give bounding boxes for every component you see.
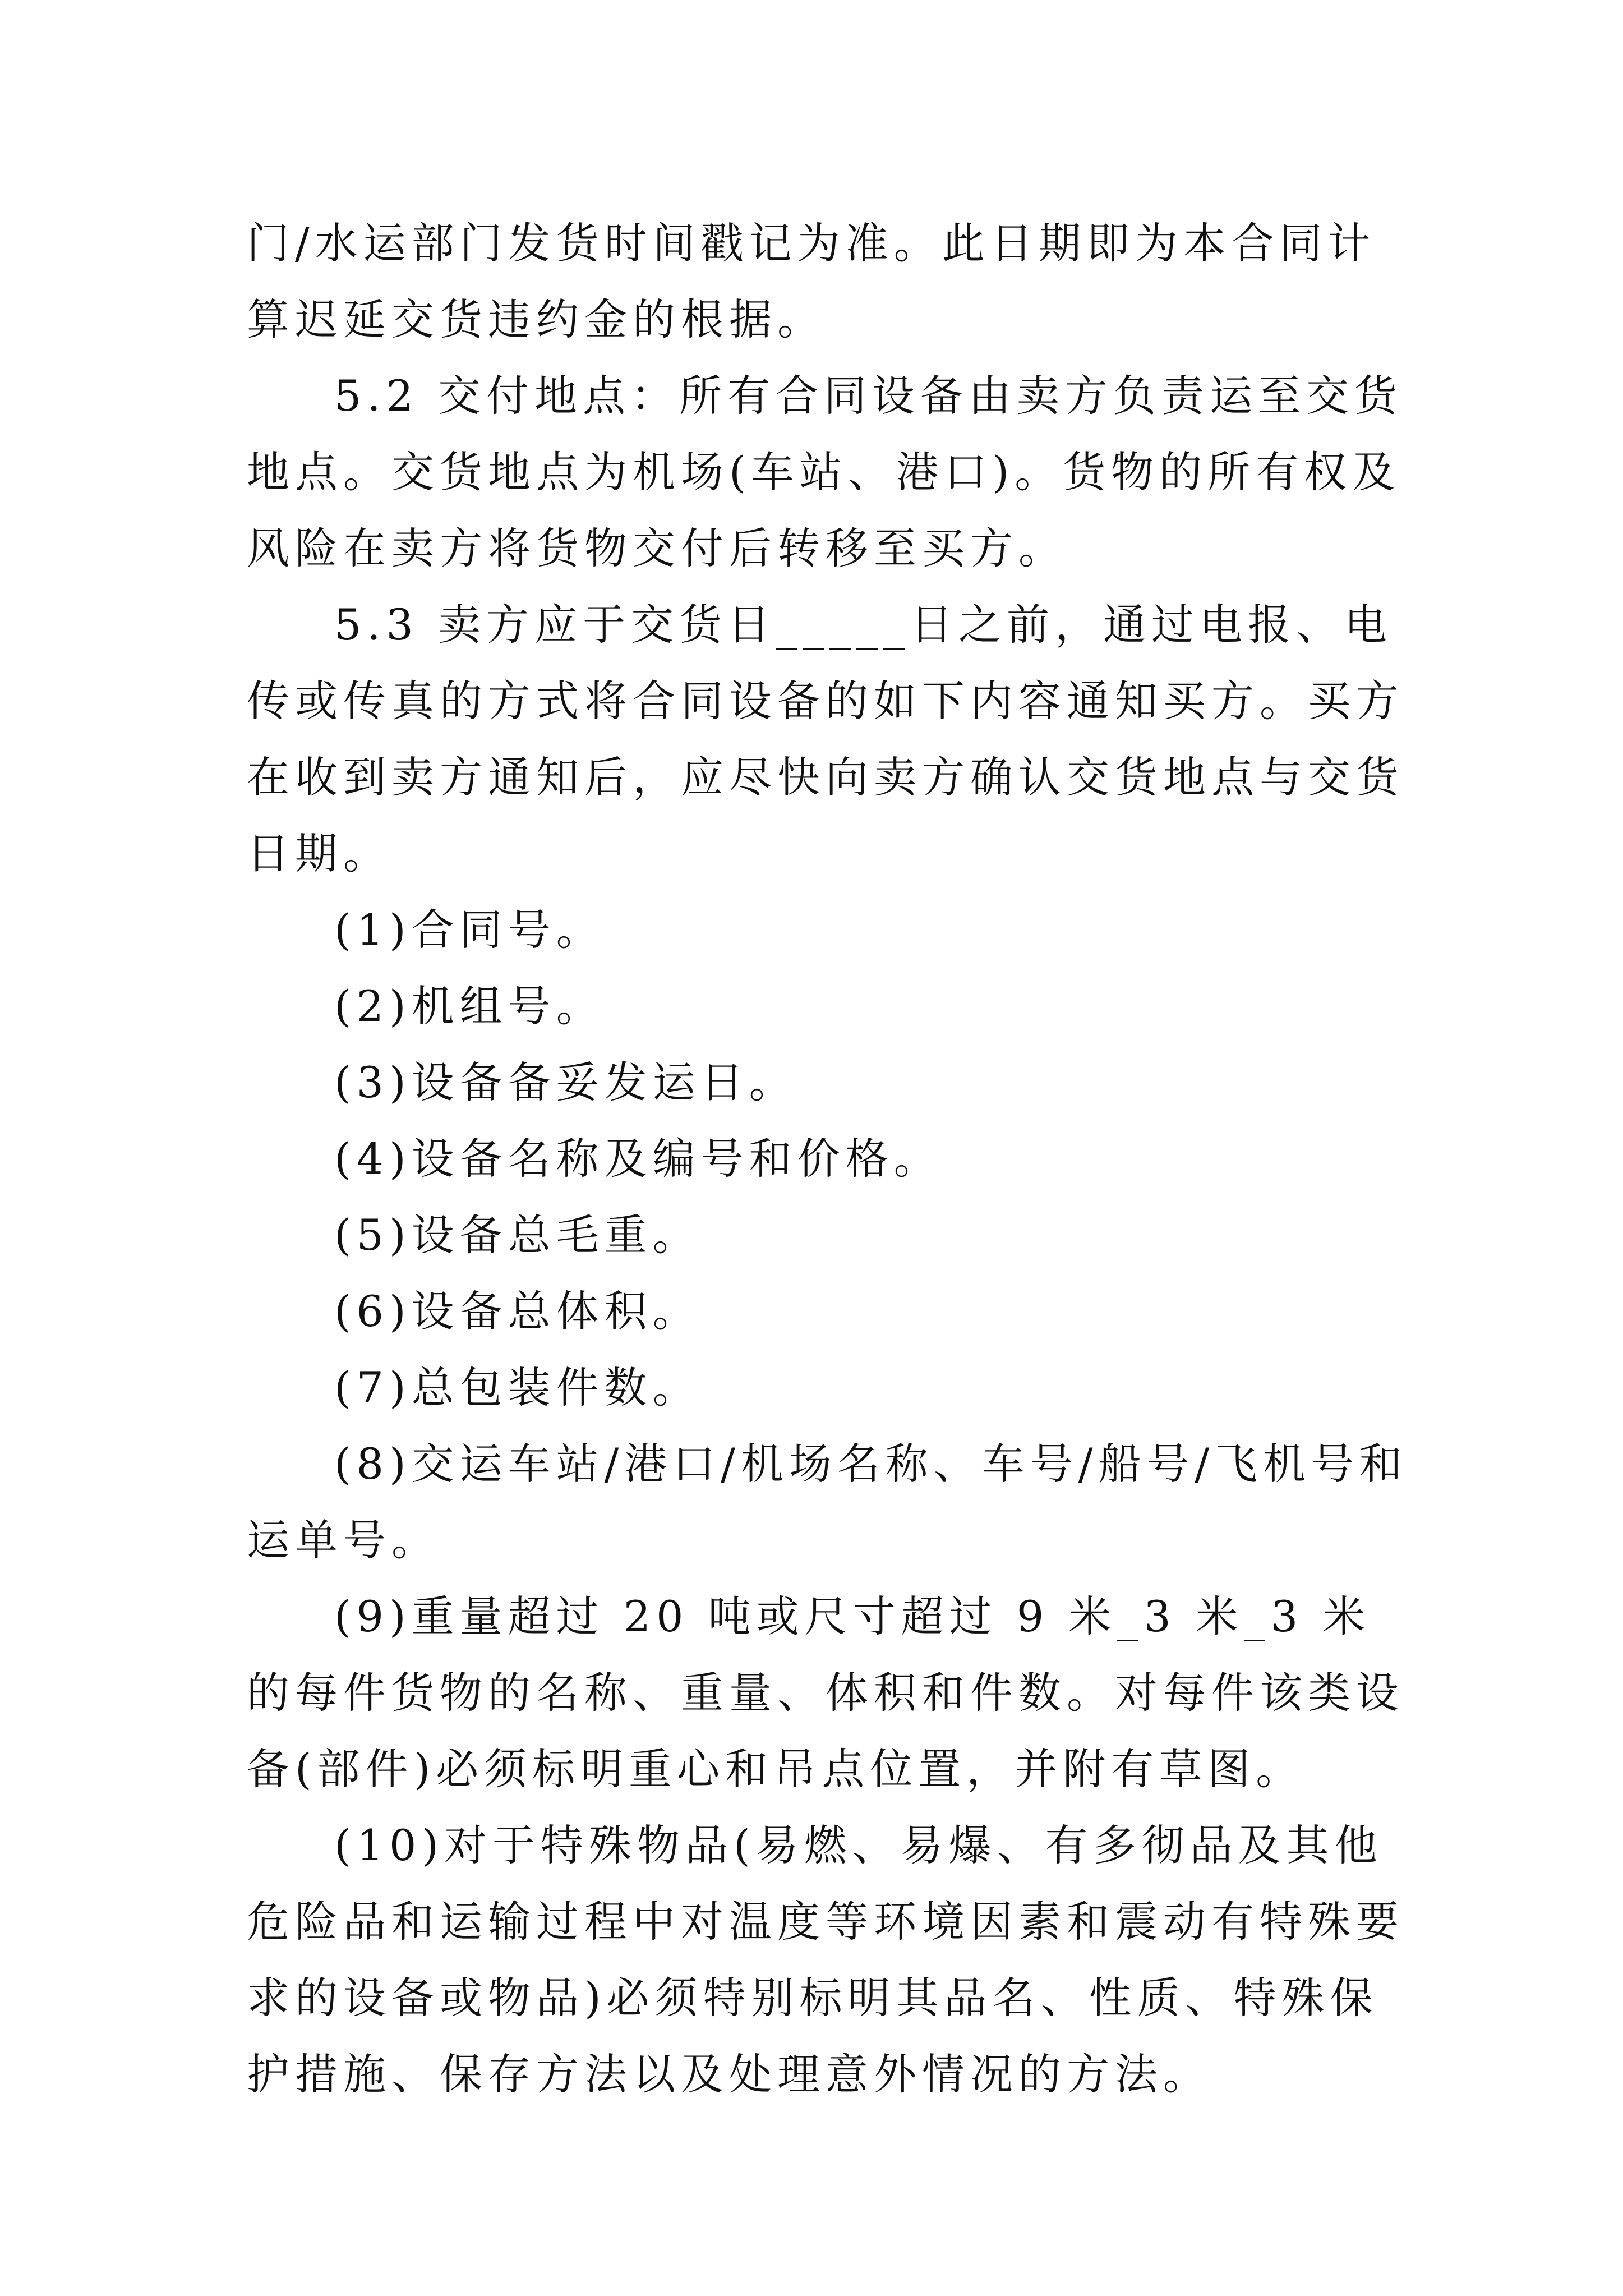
list-item-2: (2)机组号。 [334, 981, 605, 1031]
paragraph-continuation: 门/水运部门发货时间戳记为准。此日期即为本合同计算迟延交货违约金的根据。 [247, 218, 1376, 344]
list-item-6: (6)设备总体积。 [334, 1286, 701, 1336]
clause-5-3-notification: 5.3 卖方应于交货日_____日之前，通过电报、电传或传真的方式将合同设备的如下内容通知买方。买方在收到卖方通知后，应尽快向卖方确认交货地点与交货日期。 [247, 600, 1404, 878]
list-item-5: (5)设备总毛重。 [334, 1210, 701, 1260]
list-item-9: (9)重量超过 20 吨或尺寸超过 9 米_3 米_3 米的每件货物的名称、重量、体积和件数。对每件该类设备(部件)必须标明重心和吊点位置，并附有草图。 [247, 1591, 1404, 1794]
list-item-1: (1)合同号。 [334, 905, 605, 955]
list-item-7: (7)总包装件数。 [334, 1363, 701, 1412]
list-item-4: (4)设备名称及编号和价格。 [334, 1134, 942, 1184]
clause-5-2-delivery-location: 5.2 交付地点：所有合同设备由卖方负责运至交货地点。交货地点为机场(车站、港口)。货物的所有权及风险在卖方将货物交付后转移至买方。 [247, 371, 1403, 573]
document-body [247, 205, 1413, 2113]
list-item-8: (8)交运车站/港口/机场名称、车号/船号/飞机号和运单号。 [247, 1439, 1408, 1565]
list-item-3: (3)设备备妥发运日。 [334, 1057, 797, 1107]
list-item-10: (10)对于特殊物品(易燃、易爆、有多彻品及其他危险品和运输过程中对温度等环境因素和震动有特殊要求的设备或物品)必须特别标明其品名、性质、特殊保护措施、保存方法以及处理意外情况的方法。 [247, 1820, 1404, 2099]
